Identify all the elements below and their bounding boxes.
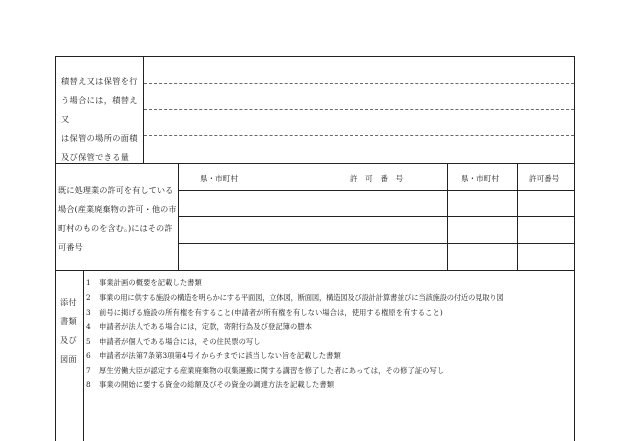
permit-row-line-2 bbox=[178, 243, 575, 244]
storage-entry-line-2[interactable] bbox=[144, 109, 574, 110]
attachments-label-line-4: 図面 bbox=[60, 354, 78, 364]
storage-label-line-1: 積替え又は保管を行 bbox=[61, 76, 138, 86]
storage-label-line-3: は保管の場所の面積 bbox=[61, 133, 138, 143]
permit-header-line bbox=[178, 190, 575, 191]
attachment-item-2-number: 2 bbox=[86, 293, 91, 302]
storage-label-line-2: う場合には，積替え又 bbox=[61, 95, 138, 124]
attachment-item-4-text: 申請者が法人である場合には，定款，寄附行為及び登記簿の謄本 bbox=[99, 322, 313, 331]
permit-header-number-left: 許 可 番 号 bbox=[350, 174, 404, 183]
attachment-item-6 bbox=[86, 349, 341, 362]
table-left-border bbox=[55, 56, 56, 441]
attachment-item-6-text: 申請者が法第7条第3項第4号イからチまでに該当しない旨を記載した書類 bbox=[99, 351, 341, 360]
attachment-item-1-text: 事業計画の概要を記載した書類 bbox=[99, 278, 202, 287]
attachment-item-3-number: 3 bbox=[86, 308, 91, 317]
section-divider-2 bbox=[55, 270, 575, 271]
attachment-item-8 bbox=[86, 378, 334, 391]
table-right-border bbox=[574, 56, 575, 441]
attachment-item-5 bbox=[86, 335, 261, 348]
attachment-item-1-number: 1 bbox=[86, 278, 91, 287]
storage-label-line-4: 及び保管できる量 bbox=[61, 152, 130, 162]
attachment-item-3-text: 前号に掲げる施設の所有権を有すること(申請者が所有権を有しない場合は，使用する権原を有すること) bbox=[99, 308, 443, 317]
permit-header-prefecture-left: 県・市町村 bbox=[200, 174, 238, 183]
permit-row-line-1 bbox=[178, 216, 575, 217]
attachments-label-line-1: 添付 bbox=[60, 297, 78, 307]
attachment-item-7-number: 7 bbox=[86, 366, 91, 375]
section-divider-1 bbox=[55, 163, 575, 164]
attachments-label-line-3: 及び bbox=[60, 335, 78, 345]
attachments-label-line-2: 書類 bbox=[60, 316, 78, 326]
attachment-item-2-text: 事業の用に供する施設の構造を明らかにする平面図，立体図，断面図，構造図及び設計計算書並びに当該施設の付近の見取り図 bbox=[99, 293, 504, 302]
attachment-item-7 bbox=[86, 364, 444, 377]
permit-header-number-right: 許可番号 bbox=[529, 174, 560, 183]
existing-permit-label-line-2: 場合(産業廃棄物の許可・他の市 bbox=[58, 204, 177, 214]
attachment-item-1 bbox=[86, 276, 202, 289]
existing-permit-label-line-4: 可番号 bbox=[58, 242, 83, 252]
attachment-item-4-number: 4 bbox=[86, 322, 91, 331]
attachment-item-5-number: 5 bbox=[86, 337, 91, 346]
existing-permit-label bbox=[58, 181, 178, 257]
storage-entry-line-1[interactable] bbox=[144, 83, 574, 84]
application-form-table bbox=[55, 56, 575, 441]
table-top-border bbox=[55, 56, 575, 57]
attachment-item-6-number: 6 bbox=[86, 351, 91, 360]
attachments-label-divider bbox=[83, 270, 84, 441]
attachment-item-8-number: 8 bbox=[86, 380, 91, 389]
attachment-item-7-text: 厚生労働大臣が認定する産業廃棄物の収集運搬に関する講習を修了した者にあっては，その修了証の写し bbox=[99, 366, 445, 375]
attachment-item-5-text: 申請者が個人である場合には，その住民票の写し bbox=[99, 337, 261, 346]
attachment-item-8-text: 事業の開始に要する資金の総額及びその資金の調達方法を記載した書類 bbox=[99, 380, 335, 389]
existing-permit-label-line-3: 町村のものを含む。)にはその許 bbox=[58, 223, 173, 233]
storage-label bbox=[61, 72, 143, 167]
existing-permit-label-line-1: 既に処理業の許可を有している bbox=[58, 185, 174, 195]
attachment-item-2 bbox=[86, 291, 504, 304]
attachment-item-3 bbox=[86, 306, 443, 319]
attachment-item-4 bbox=[86, 320, 312, 333]
permit-header-prefecture-right: 県・市町村 bbox=[461, 174, 499, 183]
storage-entry-line-3[interactable] bbox=[144, 135, 574, 136]
attachments-label bbox=[60, 293, 82, 369]
